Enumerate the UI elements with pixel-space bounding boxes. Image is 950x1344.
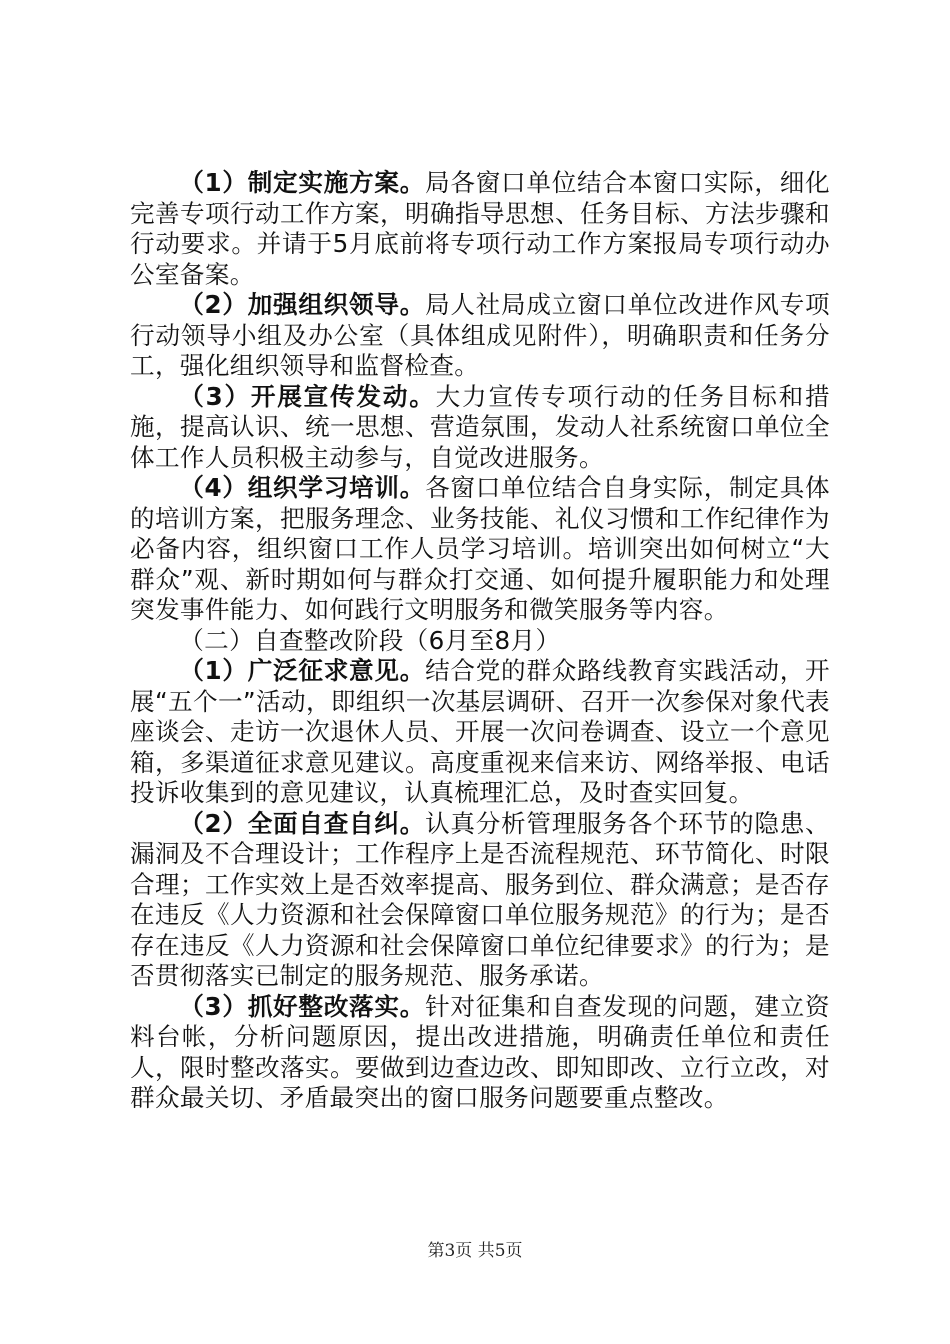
paragraph-4 bbox=[130, 473, 830, 626]
paragraph-heading: 抓好整改落实。 bbox=[247, 991, 426, 1021]
paragraph-body: 局各窗口单位结合本窗口实际，细化完善专项行动工作方案，明确指导思想、任务目标、方法步骤和行动要求。并请于5月底前将专项行动工作方案报局专项行动办公室备案。 bbox=[130, 168, 831, 289]
paragraph-heading: （1） bbox=[179, 168, 248, 197]
paragraph-heading: （1） bbox=[179, 656, 248, 685]
paragraph-3 bbox=[130, 382, 830, 474]
paragraph-heading: （2） bbox=[179, 290, 248, 319]
paragraph-heading: 制定实施方案。 bbox=[247, 168, 426, 197]
paragraph-heading: 全面自查自纠。 bbox=[247, 808, 426, 838]
paragraph-heading: （4） bbox=[179, 473, 248, 502]
paragraph-heading: 开展宣传发动。 bbox=[250, 381, 436, 411]
paragraph-6 bbox=[130, 809, 830, 992]
body-text bbox=[130, 168, 830, 1114]
paragraph-body: 认真分析管理服务各个环节的隐患、漏洞及不合理设计；工作程序上是否流程规范、环节简化、时限合理；工作实效上是否效率提高、服务到位、群众满意；是否存在违反《人力资源和社会保障窗口单位服务规范》的行为；是否存在违反《人力资源和社会保障窗口单位纪律要求》的行为；是否贯彻落实已制定的服务规范、服务承诺。 bbox=[130, 808, 831, 990]
paragraph-body: 局人社局成立窗口单位改进作风专项行动领导小组及办公室（具体组成见附件），明确职责和任务分工，强化组织领导和监督检查。 bbox=[130, 290, 831, 380]
paragraph-body: 结合党的群众路线教育实践活动，开展“五个一”活动，即组织一次基层调研、召开一次参保对象代表座谈会、走访一次退休人员、开展一次问卷调查、设立一个意见箱，多渠道征求意见建议。高度重视来信来访、网络举报、电话投诉收集到的意见建议，认真梳理汇总，及时查实回复。 bbox=[130, 656, 831, 807]
paragraph-heading: （2） bbox=[179, 808, 248, 838]
paragraph-heading: 加强组织领导。 bbox=[247, 290, 426, 319]
paragraph-heading: 组织学习培训。 bbox=[247, 473, 426, 502]
section-heading bbox=[130, 626, 830, 657]
section-heading-text: （二）自查整改阶段（6月至8月） bbox=[179, 625, 561, 655]
paragraph-heading: （3） bbox=[179, 991, 248, 1021]
paragraph-body: 针对征集和自查发现的问题，建立资料台帐，分析问题原因，提出改进措施，明确责任单位和责任人，限时整改落实。要做到边查边改、即知即改、立行立改，对群众最关切、矛盾最突出的窗口服务问题要重点整改。 bbox=[130, 991, 831, 1112]
paragraph-2 bbox=[130, 290, 830, 382]
paragraph-heading: （3） bbox=[179, 381, 251, 411]
paragraph-7 bbox=[130, 992, 830, 1114]
paragraph-1 bbox=[130, 168, 830, 290]
page-footer: 第3页 共5页 bbox=[427, 1241, 523, 1261]
paragraph-5 bbox=[130, 656, 830, 809]
paragraph-body: 各窗口单位结合自身实际，制定具体的培训方案，把服务理念、业务技能、礼仪习惯和工作纪律作为必备内容，组织窗口工作人员学习培训。培训突出如何树立“大群众”观、新时期如何与群众打交通、如何提升履职能力和处理突发事件能力、如何践行文明服务和微笑服务等内容。 bbox=[130, 473, 831, 624]
paragraph-heading: 广泛征求意见。 bbox=[247, 656, 426, 685]
paragraph-body: 大力宣传专项行动的任务目标和措施，提高认识、统一思想、营造氛围，发动人社系统窗口单位全体工作人员积极主动参与，自觉改进服务。 bbox=[130, 381, 830, 472]
